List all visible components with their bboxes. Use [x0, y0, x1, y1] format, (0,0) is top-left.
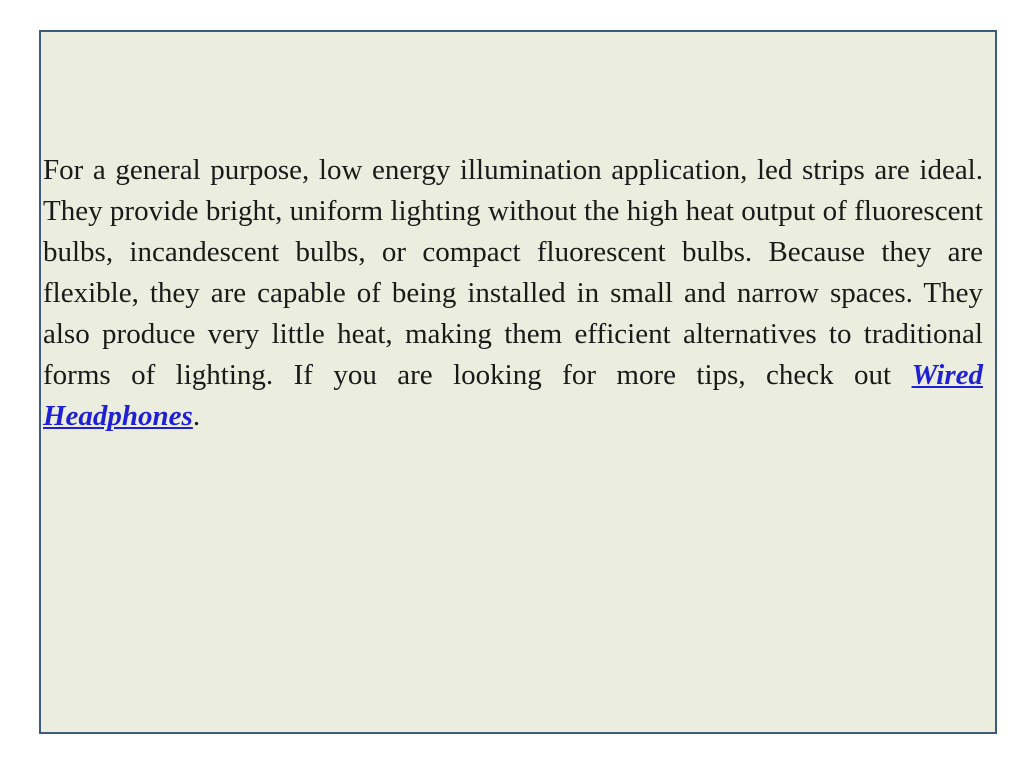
paragraph-trailing-period: . — [192, 400, 201, 432]
body-paragraph — [43, 150, 983, 437]
wired-headphones-link[interactable]: Wired Headphones — [43, 359, 983, 432]
slide-panel — [39, 30, 997, 734]
paragraph-text: For a general purpose, low energy illumination application, led strips are ideal. They provide bright, uniform lighting without the high heat output of fluorescent bulbs, incandescent bulbs, or compact fluorescent bulbs. Because they are flexible, they are capable of being installed in small and narrow spaces. They also produce very little heat, making them efficient alternatives to traditional forms of lighting. If you are looking for more tips, check out — [43, 154, 983, 391]
